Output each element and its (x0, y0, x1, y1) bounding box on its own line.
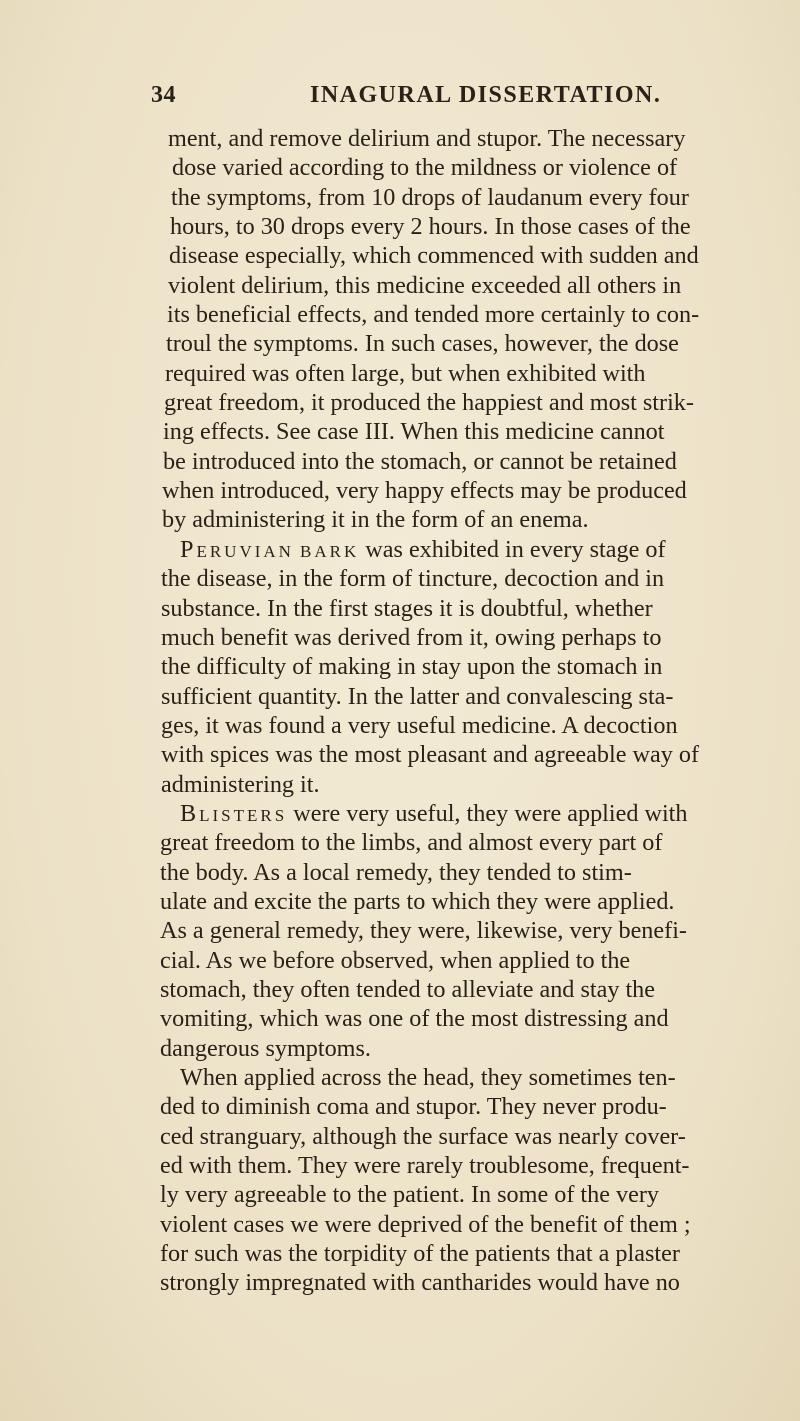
text-line: stomach, they often tended to alleviate and stay the (160, 975, 656, 1003)
text-line: ment, and remove delirium and stupor. The necessary (168, 125, 686, 152)
text-line: When applied across the head, they sometimes ten- (180, 1064, 676, 1091)
text-line: violent delirium, this medicine exceeded all others in (168, 271, 682, 299)
first-line-tail: was exhibited in every stage of (359, 535, 666, 563)
text-line: As a general remedy, they were, likewise, very benefi- (160, 917, 687, 945)
paragraph-4 (160, 1063, 800, 1298)
text-line: much benefit was derived from it, owing perhaps to (161, 623, 662, 651)
text-line: vomiting, which was one of the most distressing and (160, 1005, 669, 1033)
small-caps-initial: P (180, 535, 197, 563)
text-line: for such was the torpidity of the patients that a plaster (160, 1240, 680, 1268)
text-line: dangerous symptoms. (160, 1034, 371, 1062)
text-line: substance. In the first stages it is doubtful, whether (161, 594, 653, 622)
small-caps-second: BARK (300, 541, 360, 561)
text-line: troul the symptoms. In such cases, however, the dose (166, 330, 679, 358)
text-line: ced stranguary, although the surface was nearly cover- (160, 1122, 686, 1150)
running-head (0, 82, 800, 118)
text-line: the difficulty of making in stay upon the stomach in (161, 653, 663, 681)
text-line: ges, it was found a very useful medicine. A decoction (161, 711, 678, 739)
text-line: the body. As a local remedy, they tended to stim- (160, 858, 632, 886)
text-line: the symptoms, from 10 drops of laudanum every four (171, 183, 689, 211)
text-line: cial. As we before observed, when applied to the (160, 946, 631, 974)
text-line: dose varied according to the mildness or violence of (172, 154, 678, 182)
body-text (160, 124, 800, 1298)
text-line: ulate and excite the parts to which they were applied. (160, 887, 675, 915)
small-caps-rest: LISTERS (199, 805, 288, 825)
paragraph-peruvian-bark (160, 535, 800, 799)
text-line: administering it. (161, 770, 320, 798)
running-title: INAGURAL DISSERTATION. (310, 82, 662, 108)
text-line: ly very agreeable to the patient. In some of the very (160, 1181, 660, 1209)
text-line: strongly impregnated with cantharides would have no (160, 1269, 680, 1297)
text-line: when introduced, very happy effects may be produced (162, 477, 687, 505)
text-line: ed with them. They were rarely troublesome, frequent- (160, 1152, 690, 1180)
text-line: violent cases we were deprived of the benefit of them ; (160, 1210, 691, 1238)
text-line: hours, to 30 drops every 2 hours. In those cases of the (170, 213, 691, 241)
text-line (160, 535, 800, 564)
text-line: with spices was the most pleasant and agreeable way of (161, 741, 699, 769)
small-caps-rest: ERUVIAN (196, 541, 294, 561)
text-line: its beneficial effects, and tended more certainly to con- (167, 301, 700, 329)
text-line: disease especially, which commenced with sudden and (169, 242, 699, 270)
text-line: be introduced into the stomach, or cannot be retained (163, 447, 677, 475)
paragraph-1 (160, 124, 800, 535)
text-line: sufficient quantity. In the latter and convalescing sta- (161, 682, 674, 710)
small-caps-initial: B (180, 799, 200, 827)
text-line: by administering it in the form of an enema. (162, 506, 589, 534)
text-line: the disease, in the form of tincture, decoction and in (161, 565, 665, 593)
text-line: ing effects. See case III. When this medicine cannot (163, 418, 665, 446)
first-line-tail: were very useful, they were applied with (287, 799, 688, 827)
text-line: required was often large, but when exhibited with (165, 359, 646, 387)
paragraph-blisters (160, 799, 800, 1063)
text-line: great freedom, it produced the happiest and most strik- (164, 389, 694, 417)
text-line (160, 799, 800, 828)
text-line: ded to diminish coma and stupor. They never produ- (160, 1093, 667, 1121)
text-line: great freedom to the limbs, and almost every part of (160, 829, 663, 857)
page-number: 34 (151, 82, 176, 108)
